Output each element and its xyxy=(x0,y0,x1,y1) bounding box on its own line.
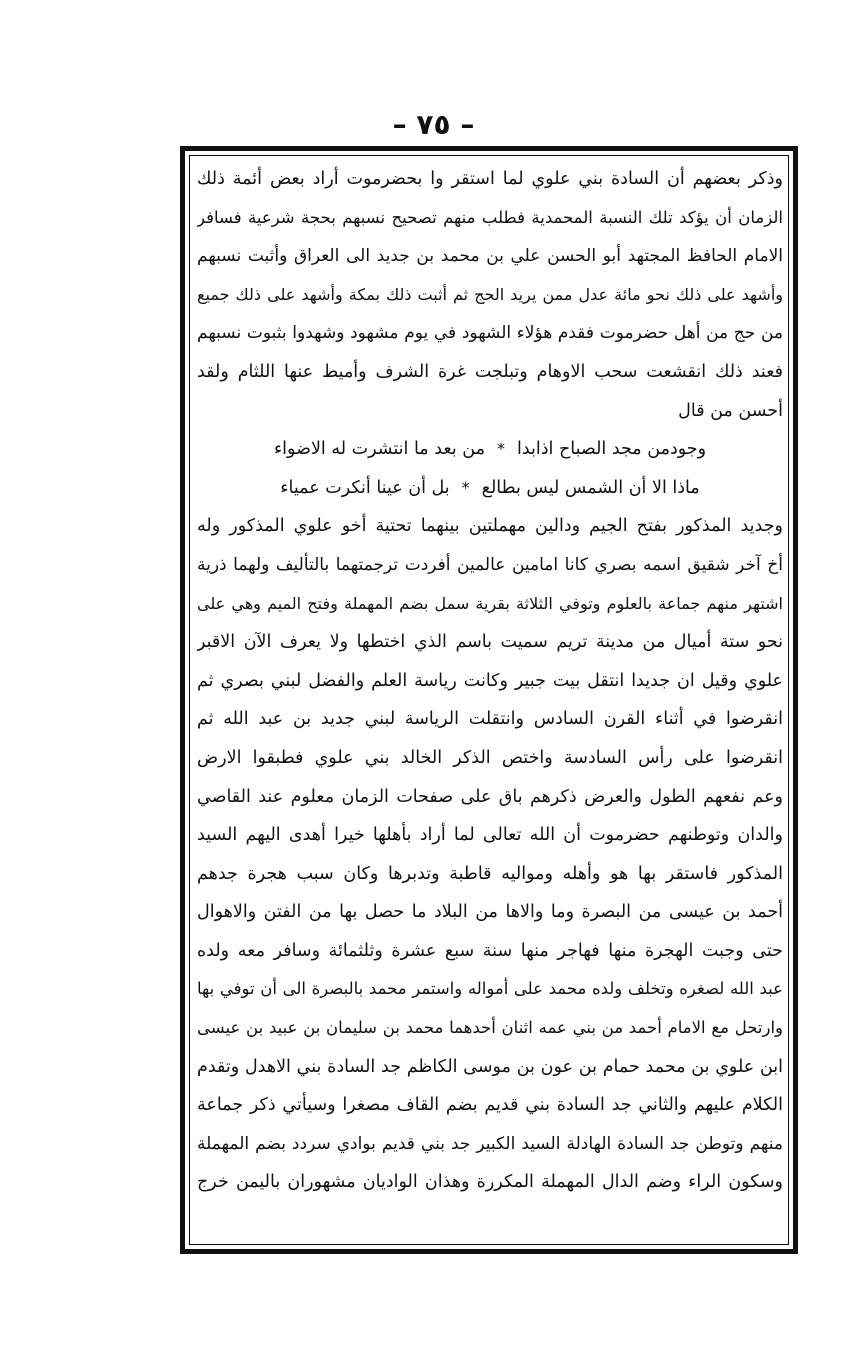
text-line: أخ آخر شقيق اسمه بصري كانا امامين عالمين أفردت ترجمتهما بالتأليف ولهما ذرية xyxy=(197,554,783,575)
paragraph xyxy=(197,507,783,1202)
text-line: والدان وتوطنهم حضرموت أن الله تعالى لما أراد بأهلها خيرا أهدى اليهم السيد xyxy=(197,825,783,846)
text-line: وسكون الراء وضم الدال المهملة المكررة وهذان الواديان مشهوران باليمن خرج xyxy=(197,1172,783,1193)
text-line: انقرضوا على رأس السادسة واختص الذكر الخالد بني علوي فطبقوا الارض xyxy=(197,747,783,768)
text-line: عبد الله لصغره وتخلف ولده محمد على أمواله واستمر محمد بالبصرة الى أن توفي بها xyxy=(197,979,783,999)
text-line: أحسن من قال xyxy=(678,400,783,421)
text-line: وجديد المذكور بفتح الجيم ودالين مهملتين بينهما تحتية أخو علوي المذكور وله xyxy=(197,516,783,537)
poem-verses xyxy=(197,430,783,507)
text-line: وذكر بعضهم أن السادة بني علوي لما استقر وا بحضرموت أراد بعض أئمة ذلك xyxy=(197,169,783,189)
paragraph xyxy=(197,160,783,430)
verse-first-hemistich: ماذا الا أن الشمس ليس بطالع xyxy=(481,477,700,498)
page-body-text xyxy=(197,160,783,1240)
text-line: وارتحل مع الامام أحمد من بني عمه اثنان أحدهما محمد بن سليمان بن عبيد بن عيسى xyxy=(197,1018,783,1038)
poem-verse xyxy=(197,469,783,508)
text-line: منهم وتوطن جد السادة الهادلة السيد الكبير جد بني قديم بوادي سردد بضم المهملة xyxy=(197,1133,783,1154)
text-line: الزمان أن يؤكد تلك النسبة المحمدية فطلب منهم تصحيح نسبهم بحجة شرعية فسافر xyxy=(197,207,783,227)
text-line: وعم نفعهم الطول والعرض ذكرهم باق على صفحات الزمان معلوم عند القاصي xyxy=(197,786,783,807)
verse-separator-star: * xyxy=(461,477,470,497)
text-line: من حج من أهل حضرموت فقدم هؤلاء الشهود في يوم مشهود وشهدوا بثبوت نسبهم xyxy=(197,323,783,344)
page-number: – ٧٥ – xyxy=(392,108,475,141)
text-line: علوي وقيل ان جديدا انتقل بيت جبير وكانت رياسة العلم والفضل لبني بصري ثم xyxy=(197,670,783,691)
text-line: المذكور فاستقر بها هو وأهله ومواليه قاطبة وتدبرها وكان سبب هجرة جدهم xyxy=(197,863,783,884)
verse-second-hemistich: من بعد ما انتشرت له الاضواء xyxy=(273,439,485,460)
text-line: فعند ذلك انقشعت سحب الاوهام وتبلجت غرة الشرف وأميط عنها اللثام ولقد xyxy=(197,361,783,382)
text-line: ابن علوي بن محمد حمام بن عون بن موسى الكاظم جد السادة بني الاهدل وتقدم xyxy=(197,1056,783,1077)
text-line: وأشهد على ذلك نحو مائة عدل ممن يريد الحج ثم أثبت ذلك بمكة وأشهد على ذلك جميع xyxy=(197,284,783,304)
text-line: الكلام عليهم والثاني جد السادة بني قديم بضم القاف مصغرا وسيأتي ذكر جماعة xyxy=(197,1095,783,1116)
verse-separator-star: * xyxy=(496,439,505,459)
verse-second-hemistich: بل أن عينا أنكرت عمياء xyxy=(280,477,450,498)
poem-verse xyxy=(197,430,783,469)
text-line: أحمد بن عيسى من البصرة وما والاها من البلاد ما حصل بها من الفتن والاهوال xyxy=(197,902,783,923)
text-line: انقرضوا في أثناء القرن السادس وانتقلت الرياسة لبني جديد بن عبد الله ثم xyxy=(197,709,783,730)
text-line: الامام الحافظ المجتهد أبو الحسن علي بن محمد بن جديد الى العراق وأثبت نسبهم xyxy=(197,246,783,267)
text-line: حتى وجبت الهجرة منها فهاجر منها سنة سبع عشرة وثلثمائة وسافر معه ولده xyxy=(197,940,783,961)
verse-first-hemistich: وجودمن مجد الصباح اذابدا xyxy=(516,439,707,460)
text-line: اشتهر منهم جماعة بالعلوم وتوفي الثلاثة بقرية سمل بضم المهملة وفتح الميم وهي على xyxy=(197,593,783,613)
text-line: نحو ستة أميال من مدينة تريم سميت باسم الذي اختطها ولا يعرف الآن الاقبر xyxy=(197,632,783,653)
